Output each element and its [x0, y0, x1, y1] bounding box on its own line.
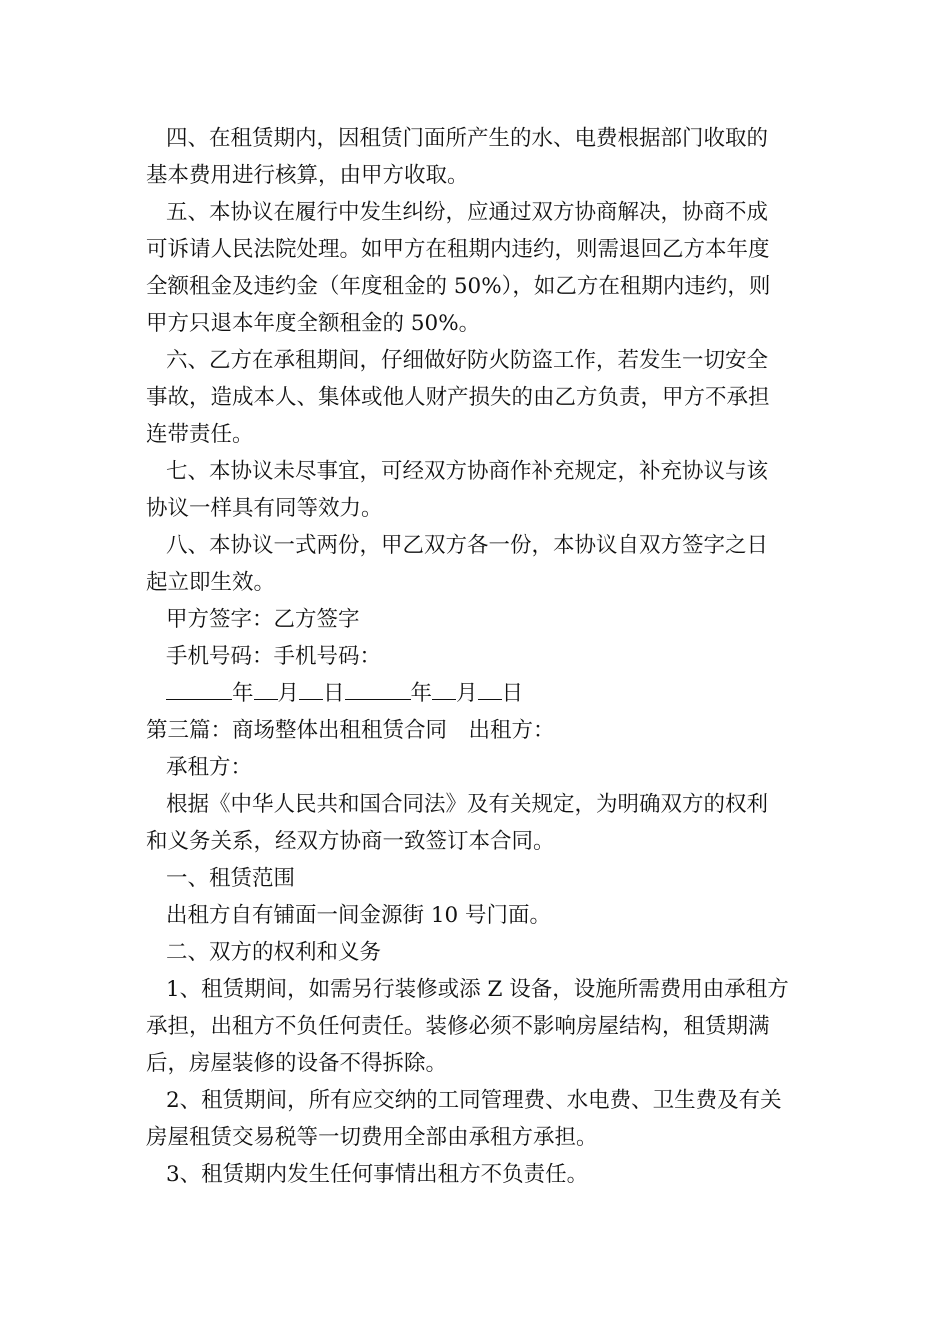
heading-rights: 二、双方的权利和义务: [166, 940, 382, 965]
clause-5: [146, 194, 810, 342]
document-page: [146, 120, 810, 1193]
text-line: 根据《中华人民共和国合同法》及有关规定，为明确双方的权利: [166, 792, 769, 817]
text-line: 四、在租赁期内，因租赁门面所产生的水、电费根据部门收取的: [166, 126, 769, 151]
item-1: [146, 971, 810, 1082]
day-label: 日: [501, 681, 524, 706]
month-label: 月: [277, 681, 300, 706]
text-line: 2、租赁期间，所有应交纳的工同管理费、水电费、卫生费及有关: [166, 1088, 782, 1113]
clause-6: [146, 342, 810, 453]
section-title: 第三篇：商场整体出租租赁合同 出租方：: [146, 718, 555, 743]
text-line: 基本费用进行核算，由甲方收取。: [146, 163, 469, 188]
text-line: 协议一样具有同等效力。: [146, 496, 383, 521]
blank-underline: [478, 677, 502, 700]
text-line: 七、本协议未尽事宜，可经双方协商作补充规定，补充协议与该: [166, 459, 769, 484]
signature-line: 甲方签字：乙方签字: [166, 607, 360, 632]
item-3: 3、租赁期内发生任何事情出租方不负责任。: [166, 1162, 589, 1187]
text-line: 承担，出租方不负任何责任。装修必须不影响房屋结构，租赁期满: [146, 1014, 770, 1039]
phone-line: 手机号码：手机号码：: [166, 644, 382, 669]
text-line: 连带责任。: [146, 422, 254, 447]
clause-4: [146, 120, 810, 194]
year-label: 年: [232, 681, 254, 706]
text-line: 事故，造成本人、集体或他人财产损失的由乙方负责，甲方不承担: [146, 385, 770, 410]
text-line: 1、租赁期间，如需另行装修或添 Z 设备，设施所需费用由承租方: [166, 977, 789, 1002]
text-line: 可诉请人民法院处理。如甲方在租期内违约，则需退回乙方本年度: [146, 237, 770, 262]
blank-underline: [345, 677, 411, 700]
item-2: [146, 1082, 810, 1156]
text-line: 八、本协议一式两份，甲乙双方各一份，本协议自双方签字之日: [166, 533, 769, 558]
scope-text: 出租方自有铺面一间金源街 10 号门面。: [166, 903, 552, 928]
heading-scope: 一、租赁范围: [166, 866, 296, 891]
month-label: 月: [456, 681, 478, 706]
text-line: 全额租金及违约金（年度租金的 50%），如乙方在租期内违约，则: [146, 274, 771, 299]
text-line: 起立即生效。: [146, 570, 276, 595]
text-line: 后，房屋装修的设备不得拆除。: [146, 1051, 448, 1076]
text-line: 甲方只退本年度全额租金的 50%。: [146, 311, 481, 336]
text-line: 和义务关系，经双方协商一致签订本合同。: [146, 829, 555, 854]
lessee-line: 承租方：: [166, 755, 253, 780]
clause-7: [146, 453, 810, 527]
blank-underline: [299, 677, 323, 700]
blank-underline: [166, 677, 232, 700]
blank-underline: [254, 677, 278, 700]
date-line: [146, 675, 810, 712]
text-line: 房屋租赁交易税等一切费用全部由承租方承担。: [146, 1125, 598, 1150]
text-line: 五、本协议在履行中发生纠纷，应通过双方协商解决，协商不成: [166, 200, 769, 225]
year-label: 年: [410, 681, 433, 706]
text-line: 六、乙方在承租期间，仔细做好防火防盗工作，若发生一切安全: [166, 348, 769, 373]
day-label: 日: [323, 681, 345, 706]
intro-paragraph: [146, 786, 810, 860]
clause-8: [146, 527, 810, 601]
blank-underline: [432, 677, 456, 700]
